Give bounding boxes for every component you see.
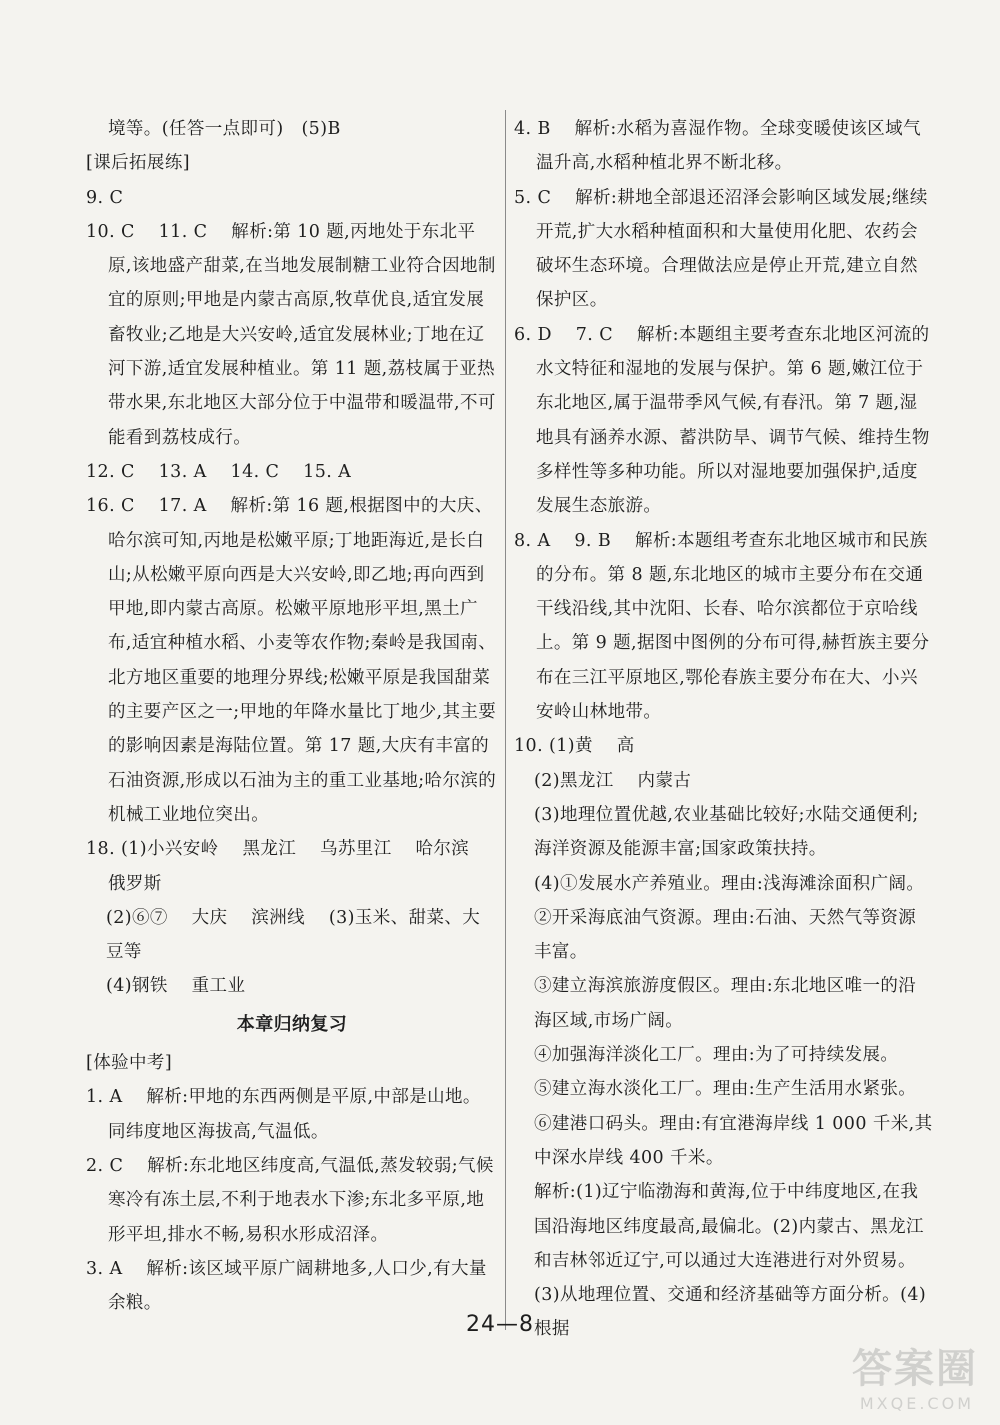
answer-item: 10. (1)黄 高 xyxy=(514,736,635,757)
answer-subitem: (3)地理位置优越,农业基础比较好;水陆交通便利;海洋资源及能源丰富;国家政策扶持。 xyxy=(534,804,919,860)
answer-item: 18. (1)小兴安岭 黑龙江 乌苏里江 哈尔滨 俄罗斯 xyxy=(86,839,494,894)
section-heading: [体验中考] xyxy=(86,1053,173,1074)
answer-item: 2. C 解析:东北地区纬度高,气温低,蒸发较弱;气候寒冷有冻土层,不利于地表水下渗;东北多平原,地形平坦,排水不畅,易积水形成沼泽。 xyxy=(86,1155,494,1245)
answer-item: 6. D 7. C 解析:本题组主要考查东北地区河流的水文特征和湿地的发展与保护。第 6 题,嫩江位于东北地区,属于温带季风气候,有春汛。第 7 题,湿地具有涵养水源、蓄洪防旱、调节气候、维持生物多样性等多种功能。所以对湿地要加强保护,适度发展生态旅游。 xyxy=(514,324,930,517)
column-divider xyxy=(505,110,506,1330)
left-column xyxy=(86,112,498,1320)
explanation: 解析:(1)辽宁临渤海和黄海,位于中纬度地区,在我国沿海地区纬度最高,最偏北。(2)内蒙古、黑龙江和吉林邻近辽宁,可以通过大连港进行对外贸易。(3)从地理位置、交通和经济基础等方面分析。(4)根据 xyxy=(534,1182,927,1340)
watermark-url: MXQE.COM xyxy=(859,1394,974,1413)
answer-item: 10. C 11. C 解析:第 10 题,丙地处于东北平原,该地盛产甜菜,在当地发展制糖工业符合因地制宜的原则;甲地是内蒙古高原,牧草优良,适宜发展畜牧业;乙地是大兴安岭,适宜发展林业;丁地在辽河下游,适宜发展种植业。第 11 题,荔枝属于亚热带水果,东北地区大部分位于中温带和暖温带,不可能看到荔枝成行。 xyxy=(86,221,496,448)
answer-subitem: (4)钢铁 重工业 xyxy=(106,976,246,997)
answer-subitem: (2)⑥⑦ 大庆 滨洲线 (3)玉米、甜菜、大豆等 xyxy=(106,907,481,963)
answer-item: 12. C 13. A 14. C 15. A xyxy=(86,461,352,482)
answer-item: 5. C 解析:耕地全部退还沼泽会影响区域发展;继续开荒,扩大水稻种植面积和大量使用化肥、农药会破坏生态环境。合理做法应是停止开荒,建立自然保护区。 xyxy=(514,187,928,311)
answer-subitem: ⑤建立海水淡化工厂。理由:生产生活用水紧张。 xyxy=(534,1079,917,1100)
watermark-logo xyxy=(834,1337,984,1417)
text-line: 境等。(任答一点即可) (5)B xyxy=(108,119,341,139)
page-number: 24—8 xyxy=(466,1312,534,1337)
answer-subitem: ②开采海底油气资源。理由:石油、天然气等资源丰富。 xyxy=(534,907,917,963)
watermark-text: 答案圈 xyxy=(852,1346,978,1392)
answer-subitem: (2)黑龙江 内蒙古 xyxy=(534,770,692,791)
answer-item: 8. A 9. B 解析:本题组考查东北地区城市和民族的分布。第 8 题,东北地区的城市主要分布在交通干线沿线,其中沈阳、长春、哈尔滨都位于京哈线上。第 9 题,据图中图例的分布可得,赫哲族主要分布在三江平原地区,鄂伦春族主要分布在大、小兴安岭山林地带。 xyxy=(514,530,930,723)
answer-item: 3. A 解析:该区域平原广阔耕地多,人口少,有大量余粮。 xyxy=(86,1258,487,1314)
answer-item: 1. A 解析:甲地的东西两侧是平原,中部是山地。同纬度地区海拔高,气温低。 xyxy=(86,1087,481,1142)
answer-item: 4. B 解析:水稻为喜湿作物。全球变暖使该区域气温升高,水稻种植北界不断北移。 xyxy=(514,119,921,174)
answer-subitem: (4)①发展水产养殖业。理由:浅海滩涂面积广阔。 xyxy=(534,873,925,894)
right-column xyxy=(514,112,934,1347)
chapter-title: 本章归纳复习 xyxy=(236,1013,348,1035)
section-heading: [课后拓展练] xyxy=(86,153,190,174)
answer-subitem: ⑥建港口码头。理由:有宜港海岸线 1 000 千米,其中深水岸线 400 千米。 xyxy=(534,1113,933,1168)
answer-item: 9. C xyxy=(86,187,124,208)
answer-item: 16. C 17. A 解析:第 16 题,根据图中的大庆、哈尔滨可知,丙地是松嫩平原;丁地距海近,是长白山;从松嫩平原向西是大兴安岭,即乙地;再向西到甲地,即内蒙古高原。松嫩平原地形平坦,黑土广布,适宜种植水稻、小麦等农作物;秦岭是我国南、北方地区重要的地理分界线;松嫩平原是我国甜菜的主要产区之一;甲地的年降水量比丁地少,其主要的影响因素是海陆位置。第 17 题,大庆有丰富的石油资源,形成以石油为主的重工业基地;哈尔滨的机械工业地位突出。 xyxy=(86,496,497,825)
answer-subitem: ③建立海滨旅游度假区。理由:东北地区唯一的沿海区域,市场广阔。 xyxy=(534,976,917,1031)
answer-subitem: ④加强海洋淡化工厂。理由:为了可持续发展。 xyxy=(534,1045,899,1066)
